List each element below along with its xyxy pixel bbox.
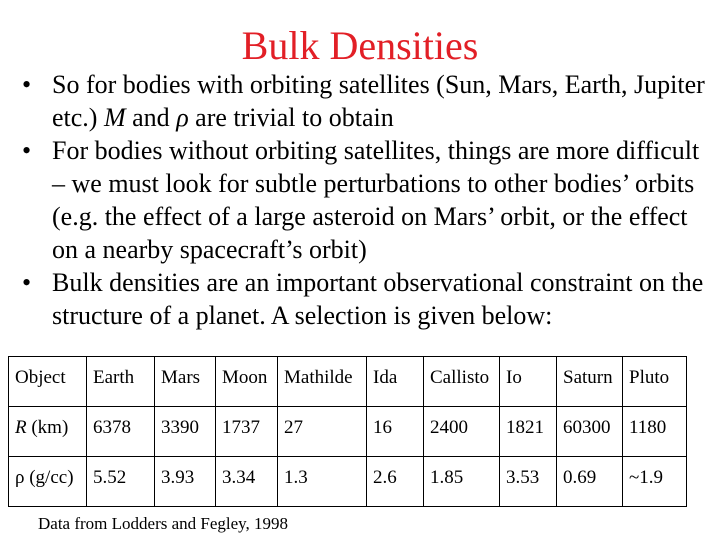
density-symbol: ρ [15,467,25,488]
bullet-item [22,134,712,266]
table-cell: 0.69 [557,457,623,507]
table-cell: 27 [278,407,367,457]
header-cell: Saturn [557,357,623,407]
header-cell: Pluto [623,357,687,407]
bullet-item [22,266,712,332]
header-cell: Ida [367,357,424,407]
header-cell: Mars [155,357,216,407]
header-cell: Object [9,357,87,407]
header-cell: Moon [216,357,278,407]
bullet-text: and [125,103,177,132]
radius-unit: (km) [26,417,69,438]
slide-title: Bulk Densities [241,23,479,68]
row-label-radius [9,407,87,457]
density-unit: (g/cc) [24,467,74,488]
table-cell: 1.85 [424,457,500,507]
table-cell: 3.34 [216,457,278,507]
bullet-text: For bodies without orbiting satellites, things are more difficult – we must look for subtle perturbations to other bodies’ orbits (e.g. the effect of a large asteroid on Mars’ orbit, or the effect on a nearby spacecraft’s orbit) [52,136,700,264]
table-cell: 1821 [500,407,557,457]
bullet-text: are trivial to obtain [188,103,394,132]
table-cell: 1737 [216,407,278,457]
header-cell: Callisto [424,357,500,407]
table-cell: 2.6 [367,457,424,507]
bullet-marker: • [22,268,32,297]
table-cell: 3.93 [155,457,216,507]
header-cell: Mathilde [278,357,367,407]
density-table-container [8,356,687,507]
radius-symbol: R [15,417,27,438]
table-header-row [9,357,687,407]
table-row-density [9,457,687,507]
bullet-marker: • [22,136,32,165]
data-source-note: Data from Lodders and Fegley, 1998 [38,514,289,533]
header-cell: Io [500,357,557,407]
table-cell: 1.3 [278,457,367,507]
table-cell: 6378 [87,407,155,457]
density-table [8,356,687,507]
bullet-list [22,68,712,332]
table-cell: ~1.9 [623,457,687,507]
bullet-item [22,68,712,134]
table-cell: 16 [367,407,424,457]
density-symbol: ρ [176,103,189,132]
mass-symbol: M [103,103,126,132]
table-cell: 3390 [155,407,216,457]
row-label-density [9,457,87,507]
table-row-radius [9,407,687,457]
header-cell: Earth [87,357,155,407]
table-cell: 60300 [557,407,623,457]
bullet-marker: • [22,70,32,99]
bullet-text: Bulk densities are an important observational constraint on the structure of a planet. A selection is given below: [52,268,704,330]
bullet-text: So for bodies with orbiting satellites (Sun, Mars, Earth, Jupiter etc.) [52,70,705,132]
table-cell: 1180 [623,407,687,457]
table-cell: 5.52 [87,457,155,507]
table-cell: 2400 [424,407,500,457]
table-cell: 3.53 [500,457,557,507]
